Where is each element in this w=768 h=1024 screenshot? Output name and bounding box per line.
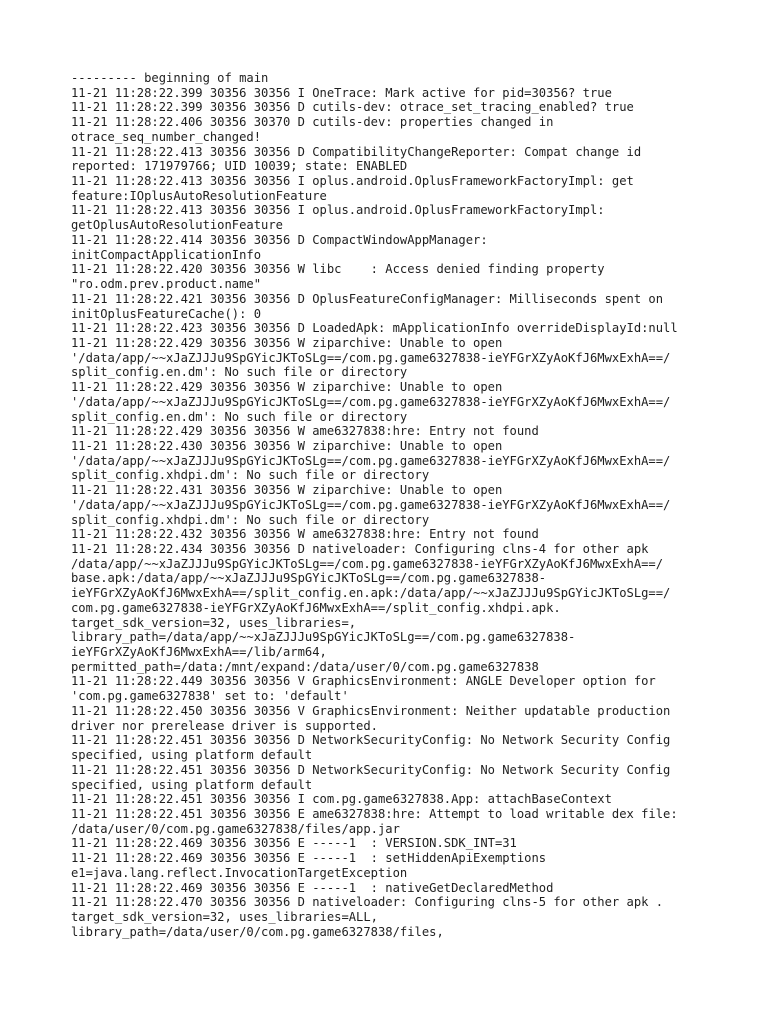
log-line: split_config.en.dm': No such file or directory [71, 409, 408, 424]
log-line: 11-21 11:28:22.469 30356 30356 E -----1 : nativeGetDeclaredMethod [71, 880, 554, 895]
log-line: 11-21 11:28:22.430 30356 30356 W ziparchive: Unable to open [71, 438, 503, 453]
log-line: '/data/app/~~xJaZJJJu9SpGYicJKToSLg==/com.pg.game6327838-ieYFGrXZyAoKfJ6MwxExhA==/ [71, 453, 671, 468]
log-line: specified, using platform default [71, 777, 313, 792]
log-line: 11-21 11:28:22.469 30356 30356 E -----1 : setHiddenApiExemptions [71, 851, 547, 866]
log-text-block [71, 71, 751, 939]
log-line: driver nor prerelease driver is supported. [71, 718, 378, 733]
log-line: 11-21 11:28:22.431 30356 30356 W ziparchive: Unable to open [71, 483, 503, 498]
log-line: split_config.xhdpi.dm': No such file or directory [71, 512, 430, 527]
log-line: target_sdk_version=32, uses_libraries=ALL, [71, 909, 378, 924]
log-line: 11-21 11:28:22.421 30356 30356 D OplusFeatureConfigManager: Milliseconds spent on [71, 291, 664, 306]
log-line: target_sdk_version=32, uses_libraries=, [71, 615, 357, 630]
log-line: 11-21 11:28:22.451 30356 30356 I com.pg.game6327838.App: attachBaseContext [71, 792, 612, 807]
log-line: 11-21 11:28:22.449 30356 30356 V GraphicsEnvironment: ANGLE Developer option for [71, 674, 656, 689]
log-line: 'com.pg.game6327838' set to: 'default' [71, 689, 349, 704]
log-line: library_path=/data/user/0/com.pg.game6327838/files, [71, 924, 444, 939]
log-line: --------- beginning of main [71, 71, 269, 85]
log-line: 11-21 11:28:22.429 30356 30356 W ame6327838:hre: Entry not found [71, 424, 539, 439]
log-line: 11-21 11:28:22.451 30356 30356 D NetworkSecurityConfig: No Network Security Config [71, 733, 671, 748]
log-line: feature:IOplusAutoResolutionFeature [71, 188, 327, 203]
log-line: initCompactApplicationInfo [71, 247, 262, 262]
log-line: 11-21 11:28:22.451 30356 30356 E ame6327838:hre: Attempt to load writable dex file: [71, 806, 678, 821]
log-line: 11-21 11:28:22.451 30356 30356 D NetworkSecurityConfig: No Network Security Config [71, 762, 671, 777]
log-line: com.pg.game6327838-ieYFGrXZyAoKfJ6MwxExhA==/split_config.xhdpi.apk. [71, 600, 561, 615]
log-line: 11-21 11:28:22.470 30356 30356 D nativeloader: Configuring clns-5 for other apk . [71, 895, 664, 910]
log-line: 11-21 11:28:22.399 30356 30356 D cutils-dev: otrace_set_tracing_enabled? true [71, 100, 634, 115]
log-line: specified, using platform default [71, 748, 313, 763]
log-line: library_path=/data/app/~~xJaZJJJu9SpGYicJKToSLg==/com.pg.game6327838- [71, 630, 576, 645]
log-line: '/data/app/~~xJaZJJJu9SpGYicJKToSLg==/com.pg.game6327838-ieYFGrXZyAoKfJ6MwxExhA==/ [71, 350, 671, 365]
log-line: 11-21 11:28:22.429 30356 30356 W ziparchive: Unable to open [71, 335, 503, 350]
log-line: reported: 171979766; UID 10039; state: ENABLED [71, 159, 408, 174]
log-line: '/data/app/~~xJaZJJJu9SpGYicJKToSLg==/com.pg.game6327838-ieYFGrXZyAoKfJ6MwxExhA==/ [71, 394, 671, 409]
log-line: split_config.xhdpi.dm': No such file or directory [71, 468, 430, 483]
log-line: /data/user/0/com.pg.game6327838/files/app.jar [71, 821, 400, 836]
log-line: 11-21 11:28:22.413 30356 30356 D CompatibilityChangeReporter: Compat change id [71, 144, 642, 159]
log-line: 11-21 11:28:22.450 30356 30356 V GraphicsEnvironment: Neither updatable production [71, 703, 671, 718]
log-line: 11-21 11:28:22.420 30356 30356 W libc : Access denied finding property [71, 262, 605, 277]
log-line: 11-21 11:28:22.429 30356 30356 W ziparchive: Unable to open [71, 380, 503, 395]
log-line: ieYFGrXZyAoKfJ6MwxExhA==/lib/arm64, [71, 645, 327, 660]
log-line: 11-21 11:28:22.434 30356 30356 D nativeloader: Configuring clns-4 for other apk [71, 542, 649, 556]
log-line: ieYFGrXZyAoKfJ6MwxExhA==/split_config.en.apk:/data/app/~~xJaZJJJu9SpGYicJKToSLg==/ [71, 586, 671, 601]
log-line: e1=java.lang.reflect.InvocationTargetException [71, 865, 408, 880]
log-line: 11-21 11:28:22.399 30356 30356 I OneTrace: Mark active for pid=30356? true [71, 85, 612, 100]
log-line: initOplusFeatureCache(): 0 [71, 306, 262, 321]
log-line: 11-21 11:28:22.413 30356 30356 I oplus.android.OplusFrameworkFactoryImpl: [71, 203, 605, 218]
log-line: 11-21 11:28:22.406 30356 30370 D cutils-dev: properties changed in [71, 115, 554, 130]
log-line: base.apk:/data/app/~~xJaZJJJu9SpGYicJKToSLg==/com.pg.game6327838- [71, 571, 547, 586]
log-line: split_config.en.dm': No such file or directory [71, 365, 408, 380]
log-line: 11-21 11:28:22.432 30356 30356 W ame6327838:hre: Entry not found [71, 527, 539, 542]
log-line: 11-21 11:28:22.413 30356 30356 I oplus.android.OplusFrameworkFactoryImpl: get [71, 174, 634, 189]
log-line: /data/app/~~xJaZJJJu9SpGYicJKToSLg==/com.pg.game6327838-ieYFGrXZyAoKfJ6MwxExhA==/ [71, 556, 664, 571]
log-line: '/data/app/~~xJaZJJJu9SpGYicJKToSLg==/com.pg.game6327838-ieYFGrXZyAoKfJ6MwxExhA==/ [71, 497, 671, 512]
log-line: permitted_path=/data:/mnt/expand:/data/user/0/com.pg.game6327838 [71, 659, 539, 674]
log-line: getOplusAutoResolutionFeature [71, 218, 283, 233]
log-line: 11-21 11:28:22.423 30356 30356 D LoadedApk: mApplicationInfo overrideDisplayId:null [71, 321, 678, 336]
log-line: "ro.odm.prev.product.name" [71, 277, 262, 292]
log-line: 11-21 11:28:22.414 30356 30356 D CompactWindowAppManager: [71, 232, 488, 247]
log-line: otrace_seq_number_changed! [71, 129, 262, 144]
log-line: 11-21 11:28:22.469 30356 30356 E -----1 : VERSION.SDK_INT=31 [71, 836, 517, 851]
